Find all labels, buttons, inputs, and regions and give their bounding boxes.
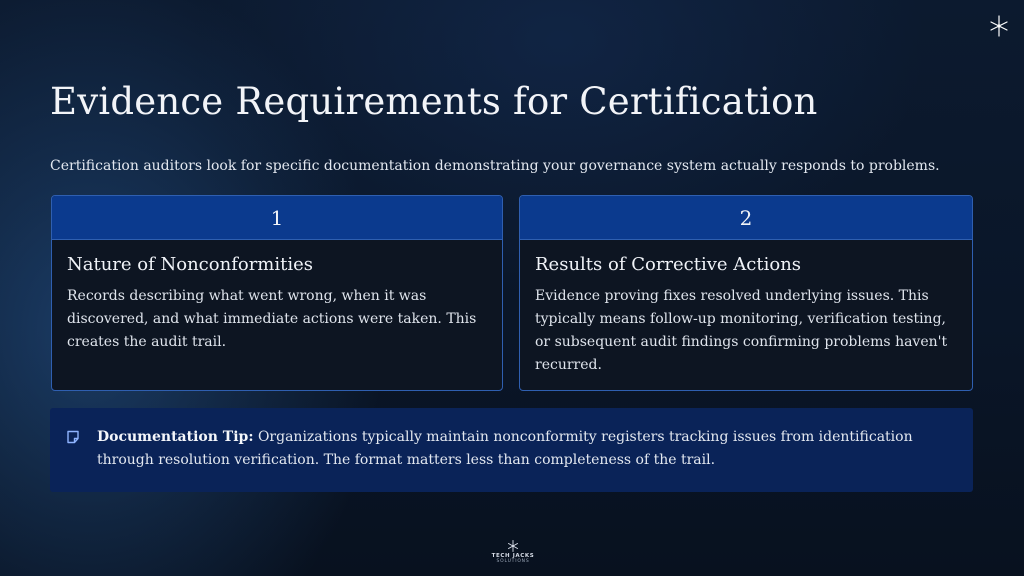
card-number-header (52, 196, 502, 240)
card-title: Nature of Nonconformities (67, 254, 314, 275)
tip-label: Documentation Tip: (97, 429, 254, 445)
card-number-header (520, 196, 972, 240)
tip-body: Organizations typically maintain nonconformity registers tracking issues from identification through resolution verification. The format matters less than completeness of the trail. (97, 429, 913, 468)
card-body: Records describing what went wrong, when it was discovered, and what immediate actions were taken. This creates the audit trail. (67, 288, 477, 350)
documentation-tip-callout (50, 408, 973, 492)
note-icon (66, 430, 80, 444)
card-number: 2 (739, 205, 753, 230)
logo-text-secondary: SOLUTIONS (496, 559, 530, 564)
card-body: Evidence proving fixes resolved underlying issues. This typically means follow-up monitoring, verification testing, or subsequent audit findings confirming problems haven't recurred. (535, 288, 948, 373)
page-subtitle: Certification auditors look for specific documentation demonstrating your governance system actually responds to problems. (50, 158, 940, 174)
logo-text-primary: TECH JACKS (491, 553, 535, 559)
card-number: 1 (270, 205, 284, 230)
evidence-card-2 (519, 195, 973, 391)
page-title: Evidence Requirements for Certification (50, 80, 818, 123)
card-title: Results of Corrective Actions (535, 254, 802, 275)
company-logo (488, 540, 538, 564)
tip-text (97, 426, 953, 472)
logo-star-icon (507, 540, 519, 552)
star-sparkle-icon (988, 15, 1010, 37)
evidence-card-1 (51, 195, 503, 391)
